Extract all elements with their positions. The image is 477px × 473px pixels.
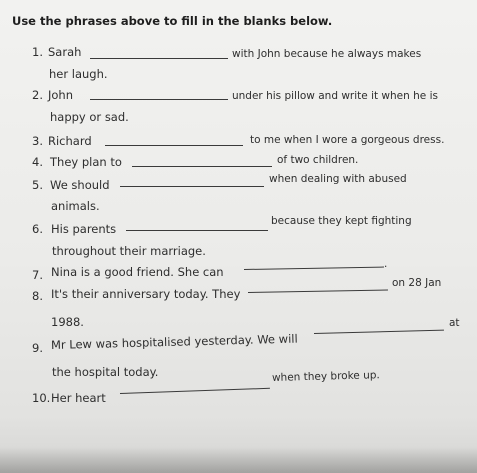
q6-text-cont: throughout their marriage. <box>52 244 206 258</box>
q1-text-start: Sarah <box>48 45 82 59</box>
q10-blank[interactable] <box>120 388 270 394</box>
q2-text-cont: happy or sad. <box>50 110 129 124</box>
q1-text-cont: her laugh. <box>49 67 108 81</box>
q7-text-start: Nina is a good friend. She can <box>51 265 224 279</box>
q8-blank[interactable] <box>248 290 388 293</box>
q2-blank[interactable] <box>90 99 228 100</box>
q3-text-start: Richard <box>48 134 92 148</box>
q10-text-end: when they broke up. <box>271 369 380 384</box>
q9-text-cont: the hospital today. <box>52 365 159 379</box>
q9-blank[interactable] <box>314 330 444 334</box>
q5-blank[interactable] <box>120 186 264 187</box>
q8-text-start: It's their anniversary today. They <box>51 287 241 301</box>
q1-text-end: with John because he always makes <box>232 48 422 60</box>
q1-blank[interactable] <box>90 58 228 59</box>
q8-text-cont: 1988. <box>51 315 84 329</box>
q2-number: 2. <box>32 88 43 102</box>
q3-blank[interactable] <box>105 145 243 146</box>
q6-text-start: His parents <box>51 222 117 236</box>
q9-number: 9. <box>32 341 43 355</box>
q5-text-start: We should <box>50 178 110 192</box>
q9-text-end: at <box>449 317 460 329</box>
q8-number: 8. <box>32 289 43 303</box>
q5-number: 5. <box>32 178 43 192</box>
q5-text-end: when dealing with abused <box>269 173 407 185</box>
q8-text-end: on 28 Jan <box>392 277 442 289</box>
q7-number: 7. <box>32 268 43 282</box>
q3-number: 3. <box>32 134 43 148</box>
q7-period: . <box>384 258 388 270</box>
q4-number: 4. <box>32 155 43 169</box>
q10-number: 10. <box>32 391 51 405</box>
q4-text-end: of two children. <box>277 154 359 166</box>
q6-blank[interactable] <box>126 230 268 231</box>
q10-text-start: Her heart <box>51 391 106 405</box>
q1-number: 1. <box>32 45 43 59</box>
q4-text-start: They plan to <box>50 155 122 169</box>
q4-blank[interactable] <box>132 166 272 167</box>
q2-text-end: under his pillow and write it when he is <box>232 90 438 102</box>
q9-text-start: Mr Lew was hospitalised yesterday. We will <box>50 331 298 352</box>
q5-text-cont: animals. <box>51 199 100 213</box>
instruction: Use the phrases above to fill in the blanks below. <box>12 14 333 28</box>
page-edge-shadow <box>0 447 477 473</box>
q6-text-end: because they kept fighting <box>271 215 412 227</box>
q7-blank[interactable] <box>244 267 384 270</box>
q6-number: 6. <box>32 222 43 236</box>
q2-text-start: John <box>48 88 74 102</box>
q3-text-end: to me when I wore a gorgeous dress. <box>250 134 445 146</box>
